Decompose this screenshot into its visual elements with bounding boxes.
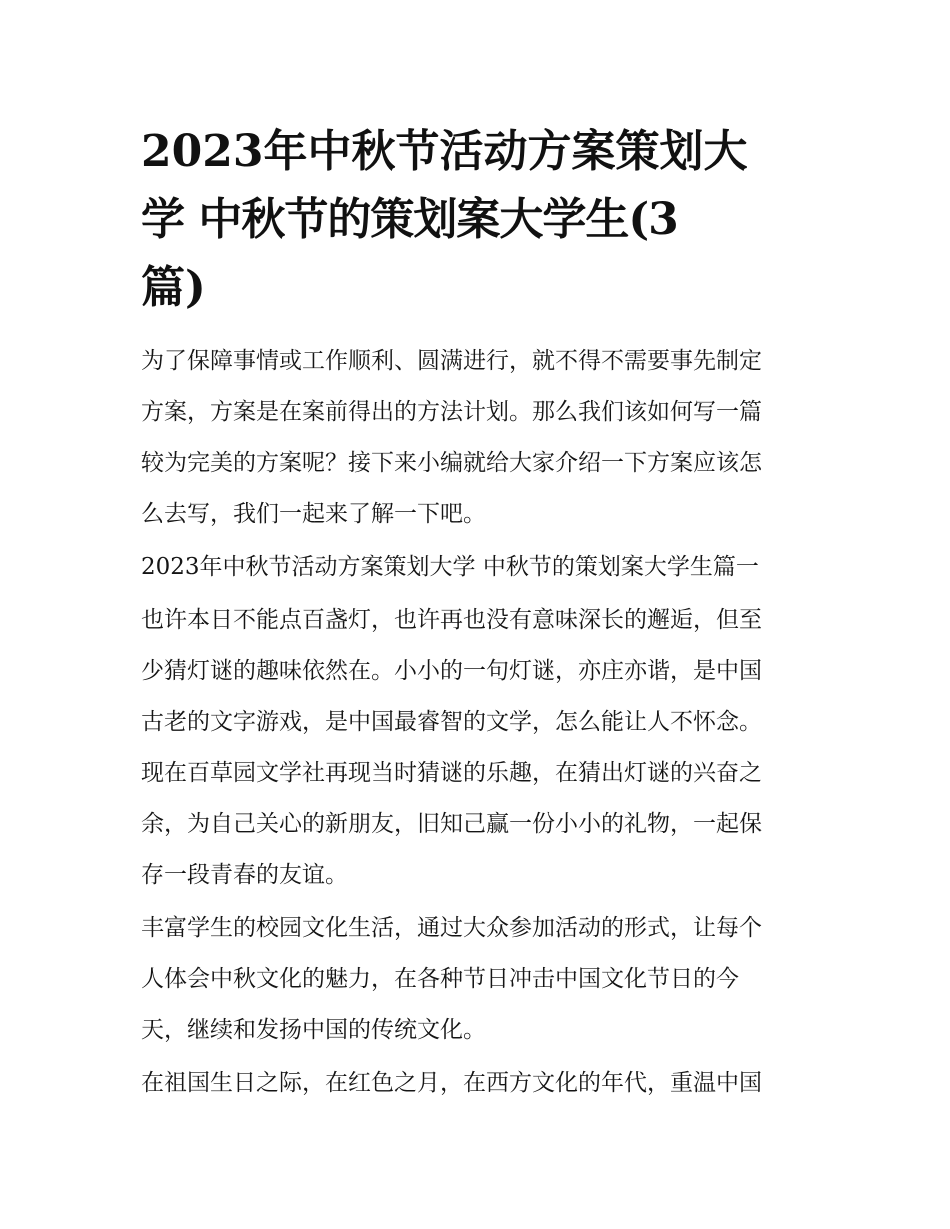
section-heading-paragraph xyxy=(141,542,813,593)
purpose-paragraph xyxy=(141,903,813,1056)
text-line: 丰富学生的校园文化生活，通过大众参加活动的形式，让每个 xyxy=(141,915,762,941)
text-line: 存一段青春的友谊。 xyxy=(141,862,348,888)
text-line: 较为完美的方案呢？接下来小编就给大家介绍一下方案应该怎 xyxy=(141,450,762,476)
text-line: 少猜灯谜的趣味依然在。小小的一句灯谜，亦庄亦谐，是中国 xyxy=(141,658,762,684)
title-line: 篇) xyxy=(141,262,206,313)
lantern-riddle-paragraph xyxy=(141,595,813,901)
text-line: 古老的文字游戏，是中国最睿智的文学，怎么能让人不怀念。 xyxy=(141,709,762,735)
text-line: 在祖国生日之际，在红色之月，在西方文化的年代，重温中国 xyxy=(141,1070,762,1096)
text-line: 也许本日不能点百盏灯，也许再也没有意味深长的邂逅，但至 xyxy=(141,607,762,633)
text-line: 天，继续和发扬中国的传统文化。 xyxy=(141,1017,486,1043)
text-line: 人体会中秋文化的魅力，在各种节日冲击中国文化节日的今 xyxy=(141,966,739,992)
text-line: 余，为自己关心的新朋友，旧知己赢一份小小的礼物，一起保 xyxy=(141,811,762,837)
text-line: 现在百草园文学社再现当时猜谜的乐趣，在猜出灯谜的兴奋之 xyxy=(141,760,762,786)
text-line: 么去写，我们一起来了解一下吧。 xyxy=(141,501,486,527)
title-line: 2023年中秋节活动方案策划大 xyxy=(141,126,748,177)
text-line: 方案，方案是在案前得出的方法计划。那么我们该如何写一篇 xyxy=(141,399,762,425)
document-title xyxy=(141,118,813,322)
closing-paragraph xyxy=(141,1058,813,1109)
document-body xyxy=(141,336,813,1109)
text-line: 为了保障事情或工作顺利、圆满进行，就不得不需要事先制定 xyxy=(141,348,762,374)
text-line: 2023年中秋节活动方案策划大学 中秋节的策划案大学生篇一 xyxy=(141,554,759,580)
intro-paragraph xyxy=(141,336,813,540)
title-line: 学 中秋节的策划案大学生(3 xyxy=(141,194,678,245)
document-content xyxy=(141,118,813,1111)
